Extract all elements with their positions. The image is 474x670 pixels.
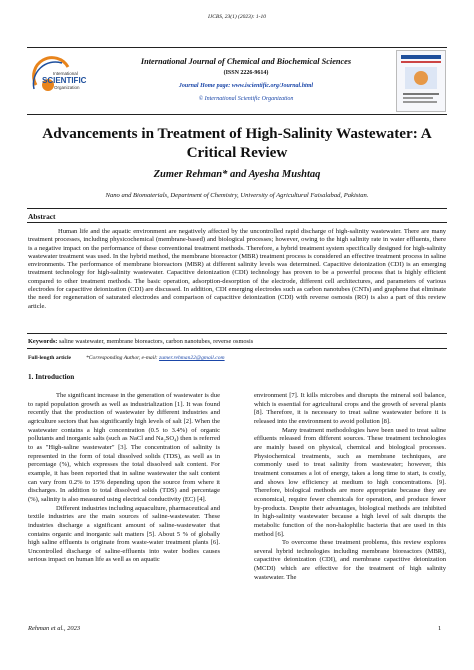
divider [27, 222, 447, 223]
journal-name: International Journal of Chemical and Biochemical Sciences [140, 57, 352, 66]
paper-authors: Zumer Rehman* and Ayesha Mushtaq [153, 169, 321, 180]
abstract-body: Human life and the aquatic environment are negatively affected by the uncontrolled rapid discharge of high-salinity wastewater. There are many treatment processes, including physicochemical (membrane-based) and biological processes; however, owing to the high salinity rate in water effluents, there is a negative impact on the performance of these conventional treatment methods. Therefore, a hybrid treatment system specifically designed for high-salinity wastewater treatment was used. In the hybrid method, the membrane bioreactor (MBR) treatment process is considered an effective treatment process in saline environments. The performance of membrane bioreactors (MBR) at different salinity levels was determined. Capacitive deionization (CDI) is an emerging treatment technology for high-salinity wastewater. Capacitive deionization (CDI) technology has proven to be a powerful process that is highly efficient compared to other treatment methods. The basic operation, adsorption-desorption of the electrode, different cell architectures, and parameters of various electrodes for capacitive deionization (CDI) are discussed. In addition, CDI emerging electrodes such as carbon nanotubes (CNTs) and graphene that eliminate the need for regeneration of saturated electrodes and comparison of capacitive deionization (CDI) with reverse osmosis (RO) is also a part of this review article. [28, 228, 446, 310]
running-head: IJCBS, 23(1) (2023): 1-10 [207, 14, 267, 20]
svg-text:International: International [53, 71, 78, 76]
footer-citation: Rehman et al., 2023 [28, 625, 81, 632]
corresponding-label: *Corresponding Author, e-mail: [86, 355, 158, 361]
section-heading: 1. Introduction [28, 373, 75, 381]
journal-issn: (ISSN 2226-9614) [223, 70, 269, 76]
divider [27, 208, 447, 209]
keywords [28, 338, 446, 345]
journal-home-link[interactable]: Journal Home page: www.iscientific.org/Journal.html [178, 83, 314, 89]
paragraph: The significant increase in the generation of wastewater is due to rapid population growth as well as industrialization [1]. It was found recently that the production of wastewater by different industries and agriculture sectors that has significantly high levels of salt [2]. When the wastewater contains a high concentration (0.5 to 3.4%) of organic pollutants and inorganic salts (such as NaCl and Na₂SO₄) then is referred to as "High-saline wastewater" [3]. The concentration of salinity is represented in the form of total dissolved solids (TDS), as well as in percentage (%), which expresses the total dissolved salt content. For example, it has been reported that in saline wastewater the salt content can vary from 0.2% to 15% depending upon the source from where it discharges. In addition to total dissolved solids (TDS) and percentage (%), salinity is also measured using electrical conductivity (EC) [4]. [28, 392, 220, 503]
journal-copyright: © International Scientific Organization [198, 96, 294, 102]
journal-cover-thumbnail [396, 50, 446, 112]
right-column [254, 392, 446, 582]
author-affiliation: Nano and Biomaterials, Department of Chemistry, University of Agricultural Faisalabad, Pakistan. [105, 192, 369, 199]
left-column [28, 392, 220, 565]
abstract-heading: Abstract [28, 212, 56, 221]
svg-text:SCIENTIFIC: SCIENTIFIC [42, 76, 87, 85]
keywords-text: saline wastewater, membrane bioreactors, carbon nanotubes, reverse osmosis [58, 338, 254, 345]
keywords-label: Keywords: [28, 338, 58, 345]
paragraph: environment [7]. It kills microbes and disrupts the mineral soil balance, which is essential for agricultural crops and the growth of several plants [8]. Therefore, it is necessary to treat saline wastewater before it is released into the environment to avoid pollution [8]. [254, 392, 446, 425]
divider [27, 333, 447, 334]
divider [27, 348, 447, 349]
svg-text:Organization: Organization [54, 85, 80, 90]
article-type: Full-length article [28, 355, 72, 361]
corresponding-email-link[interactable]: zumer.rehman22@gmail.com [159, 355, 225, 361]
corresponding-author [86, 355, 225, 361]
paragraph: Many treatment methodologies have been used to treat saline effluents released from different sources. These treatment technologies are mainly based on physical, chemical and biological processes. Physiochemical treatments, such as membrane techniques, are commonly used to treat salinity from wastewater; however, this treatment consumes a lot of energy, takes a long time to start, is costly, and shows low efficiency at medium to high concentrations. [9]. Therefore, biological methods are more appropriate because they are economical, require fewer chemicals for operation, and produce fewer by-products. Despite their advantages, biological methods are inhibited in high-salinity wastewater because a high level of salt disrupts the metabolic function of the non-halophilic bacteria that are used in this method [6]. [254, 426, 446, 538]
paper-title: Advancements in Treatment of High-Salinity Wastewater: A Critical Review [42, 125, 432, 161]
paragraph: To overcome these treatment problems, this review explores several hybrid technologies including membrane bioreactors (MBR), capacitive deionization (CDI), and membrane capacitive deionization (MCDI) which are effective for the treatment of high salinity wastewater. The [254, 539, 446, 581]
page-number: 1 [438, 625, 442, 632]
publisher-logo [28, 55, 92, 101]
paragraph: Different industries including aquaculture, pharmaceutical and textile industries are the main sources of saline-wastewater. These industries discharge a significant amount of saline-wastewater that contains organic and inorganic salt matters [5]. About 5 % of globally high saline effluents is originate from waste-water treatment plants [6]. Uncontrolled discharge of saline-effluents into water bodies causes serious impact on human life as well as on aquatic [28, 504, 220, 564]
